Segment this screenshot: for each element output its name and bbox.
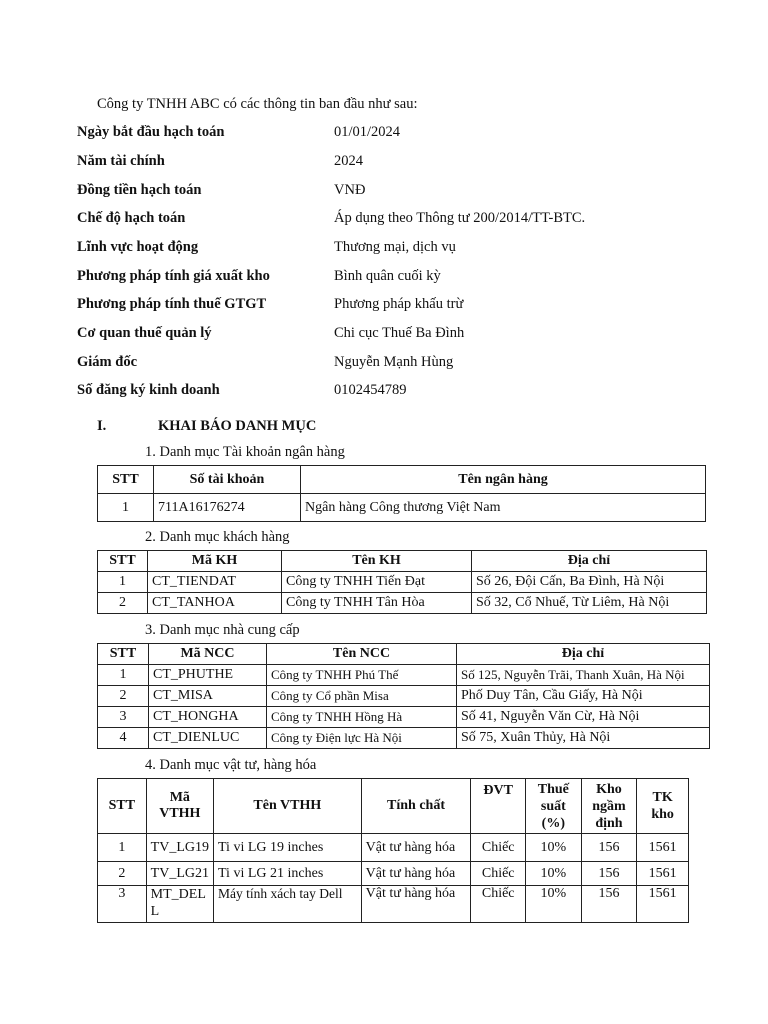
table-cell: Ngân hàng Công thương Việt Nam bbox=[301, 494, 706, 522]
info-value: 2024 bbox=[334, 153, 363, 169]
table-cell: Vật tư hàng hóa bbox=[361, 834, 471, 862]
table-header: Kho ngầm định bbox=[581, 779, 637, 834]
table-cell: Ti vi LG 21 inches bbox=[214, 862, 362, 886]
table-header: Tên ngân hàng bbox=[301, 466, 706, 494]
info-value: Áp dụng theo Thông tư 200/2014/TT-BTC. bbox=[334, 210, 586, 226]
bank-account-table bbox=[97, 465, 706, 522]
table-cell: TV_LG19 bbox=[146, 834, 213, 862]
table-cell: Công ty Điện lực Hà Nội bbox=[267, 728, 457, 749]
info-value: Chi cục Thuế Ba Đình bbox=[334, 325, 465, 341]
table-cell: 10% bbox=[526, 862, 582, 886]
table-header: TK kho bbox=[637, 779, 689, 834]
table-header: STT bbox=[98, 779, 147, 834]
info-value: 01/01/2024 bbox=[334, 124, 401, 140]
table-header: ĐVT bbox=[471, 779, 526, 834]
supplier-table-title: 3. Danh mục nhà cung cấp bbox=[145, 622, 300, 638]
table-cell: 10% bbox=[526, 886, 582, 923]
info-label: Ngày bắt đầu hạch toán bbox=[77, 124, 225, 140]
table-header: Địa chỉ bbox=[472, 551, 707, 572]
table-cell: 711A16176274 bbox=[154, 494, 301, 522]
info-label: Giám đốc bbox=[77, 354, 138, 370]
section-number: I. bbox=[97, 418, 107, 434]
table-row bbox=[98, 862, 689, 886]
table-cell: Số 32, Cổ Nhuế, Từ Liêm, Hà Nội bbox=[472, 593, 707, 614]
table-header: Tên KH bbox=[282, 551, 472, 572]
section-title: KHAI BÁO DANH MỤC bbox=[158, 418, 317, 434]
table-row bbox=[98, 665, 710, 686]
table-header: Tên NCC bbox=[267, 644, 457, 665]
table-cell: CT_MISA bbox=[149, 686, 267, 707]
info-label: Phương pháp tính thuế GTGT bbox=[77, 296, 267, 312]
table-header: Mã VTHH bbox=[146, 779, 213, 834]
info-label: Lĩnh vực hoạt động bbox=[77, 239, 199, 255]
info-value: Phương pháp khấu trừ bbox=[334, 296, 464, 312]
table-cell: Công ty TNHH Tiến Đạt bbox=[282, 572, 472, 593]
table-header: Địa chỉ bbox=[457, 644, 710, 665]
table-cell: 1 bbox=[98, 834, 147, 862]
intro-text: Công ty TNHH ABC có các thông tin ban đầu như sau: bbox=[97, 96, 418, 112]
table-cell: 1 bbox=[98, 572, 148, 593]
table-header: Mã NCC bbox=[149, 644, 267, 665]
table-cell: 156 bbox=[581, 886, 637, 923]
table-cell: Ti vi LG 19 inches bbox=[214, 834, 362, 862]
table-header: STT bbox=[98, 551, 148, 572]
info-label: Số đăng ký kinh doanh bbox=[77, 382, 220, 398]
info-label: Năm tài chính bbox=[77, 153, 165, 169]
table-cell: 2 bbox=[98, 686, 149, 707]
table-row bbox=[98, 834, 689, 862]
table-row bbox=[98, 572, 707, 593]
supplier-table bbox=[97, 643, 710, 749]
table-cell: Số 75, Xuân Thủy, Hà Nội bbox=[457, 728, 710, 749]
table-cell: 1561 bbox=[637, 834, 689, 862]
bank-table-title: 1. Danh mục Tài khoản ngân hàng bbox=[145, 444, 345, 460]
info-value: Thương mại, dịch vụ bbox=[334, 239, 456, 255]
table-cell: 10% bbox=[526, 834, 582, 862]
table-cell: Công ty TNHH Hồng Hà bbox=[267, 707, 457, 728]
table-header: Tên VTHH bbox=[214, 779, 362, 834]
table-row bbox=[98, 494, 706, 522]
table-cell: 156 bbox=[581, 862, 637, 886]
table-cell: 3 bbox=[98, 707, 149, 728]
table-cell: 2 bbox=[98, 862, 147, 886]
table-cell: CT_TANHOA bbox=[148, 593, 282, 614]
table-cell: 3 bbox=[98, 886, 147, 923]
info-label: Phương pháp tính giá xuất kho bbox=[77, 268, 270, 284]
table-header: Thuế suất (%) bbox=[526, 779, 582, 834]
table-cell: Chiếc bbox=[471, 862, 526, 886]
info-value: VNĐ bbox=[334, 182, 366, 198]
table-cell: CT_PHUTHE bbox=[149, 665, 267, 686]
table-row bbox=[98, 728, 710, 749]
table-cell: Công ty Cổ phần Misa bbox=[267, 686, 457, 707]
table-row bbox=[98, 707, 710, 728]
info-label: Đồng tiền hạch toán bbox=[77, 182, 202, 198]
goods-table-title: 4. Danh mục vật tư, hàng hóa bbox=[145, 757, 317, 773]
info-value: 0102454789 bbox=[334, 382, 407, 398]
table-cell: Chiếc bbox=[471, 834, 526, 862]
table-cell: Chiếc bbox=[471, 886, 526, 923]
customer-table bbox=[97, 550, 707, 614]
table-row bbox=[98, 686, 710, 707]
table-cell: Vật tư hàng hóa bbox=[361, 886, 471, 923]
table-header: STT bbox=[98, 466, 154, 494]
table-header: Mã KH bbox=[148, 551, 282, 572]
table-cell: 1 bbox=[98, 494, 154, 522]
table-cell: Vật tư hàng hóa bbox=[361, 862, 471, 886]
table-cell: Số 26, Đội Cấn, Ba Đình, Hà Nội bbox=[472, 572, 707, 593]
table-cell: Công ty TNHH Phú Thế bbox=[267, 665, 457, 686]
table-cell: MT_DELL bbox=[146, 886, 213, 923]
info-label: Chế độ hạch toán bbox=[77, 210, 186, 226]
info-label: Cơ quan thuế quản lý bbox=[77, 325, 212, 341]
table-cell: Số 41, Nguyễn Văn Cừ, Hà Nội bbox=[457, 707, 710, 728]
table-cell: Máy tính xách tay Dell bbox=[214, 886, 362, 923]
goods-table bbox=[97, 778, 689, 923]
table-cell: CT_HONGHA bbox=[149, 707, 267, 728]
table-cell: CT_DIENLUC bbox=[149, 728, 267, 749]
table-header: Tính chất bbox=[361, 779, 471, 834]
info-value: Bình quân cuối kỳ bbox=[334, 268, 441, 284]
table-cell: Số 125, Nguyễn Trãi, Thanh Xuân, Hà Nội bbox=[457, 665, 710, 686]
table-cell: 1 bbox=[98, 665, 149, 686]
table-cell: Phố Duy Tân, Cầu Giấy, Hà Nội bbox=[457, 686, 710, 707]
table-cell: 1561 bbox=[637, 886, 689, 923]
info-value: Nguyễn Mạnh Hùng bbox=[334, 354, 454, 370]
table-header: Số tài khoản bbox=[154, 466, 301, 494]
table-row bbox=[98, 886, 689, 923]
customer-table-title: 2. Danh mục khách hàng bbox=[145, 529, 290, 545]
table-cell: CT_TIENDAT bbox=[148, 572, 282, 593]
table-cell: 2 bbox=[98, 593, 148, 614]
table-cell: TV_LG21 bbox=[146, 862, 213, 886]
table-cell: 4 bbox=[98, 728, 149, 749]
table-header: STT bbox=[98, 644, 149, 665]
table-cell: 156 bbox=[581, 834, 637, 862]
table-row bbox=[98, 593, 707, 614]
table-cell: Công ty TNHH Tân Hòa bbox=[282, 593, 472, 614]
table-cell: 1561 bbox=[637, 862, 689, 886]
